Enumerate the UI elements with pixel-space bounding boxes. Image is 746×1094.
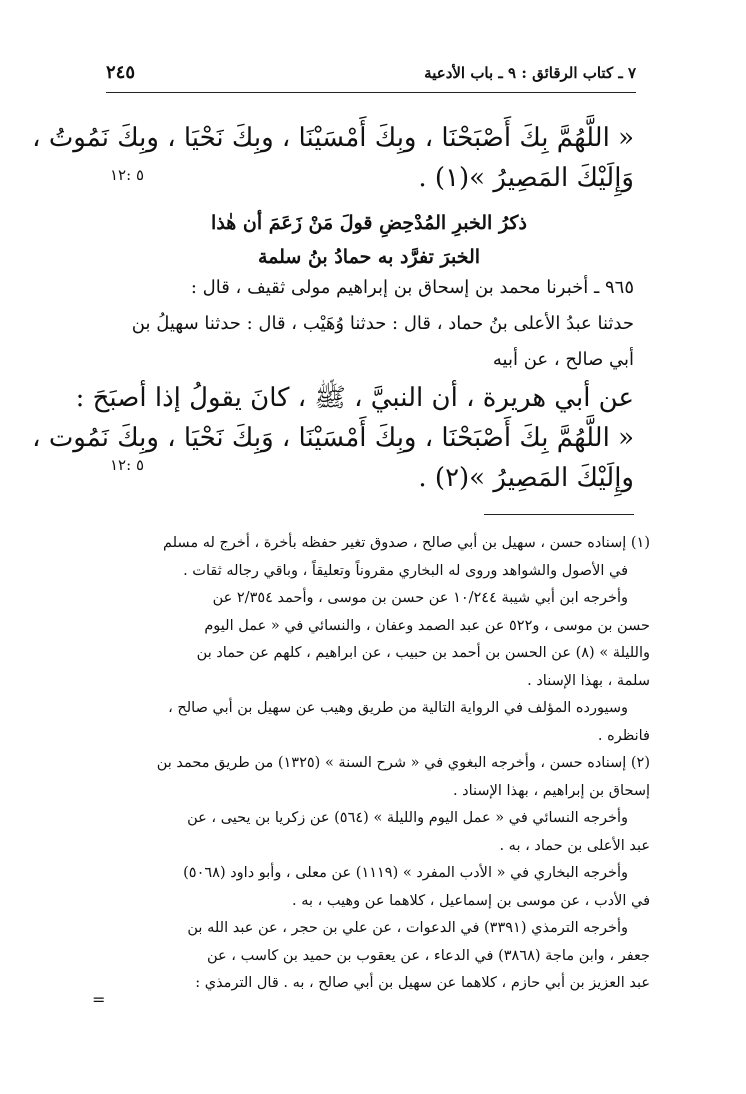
verse-reference: ٥ :١٢ [110, 456, 145, 474]
heading-line: الخبرَ تفرَّد به حمادُ بنُ سلمة [257, 246, 481, 268]
hadith-line: ٩٦٥ ـ أخبرنا محمد بن إسحاق بن إبراهيم مولى ثقيف ، قال : [190, 277, 634, 298]
footnote-line: (١) إسناده حسن ، سهيل بن أبي صالح ، صدوق تغير حفظه بأخرة ، أخرج له مسلم [162, 535, 650, 551]
verse-reference: ٥ :١٢ [110, 166, 145, 184]
quote-line: « اللَّهُمَّ بِكَ أَصْبَحْنَا ، وبِكَ أَمْسَيْنَا ، وَبِكَ نَحْيَا ، وبِكَ نَمُوت ، [32, 423, 634, 453]
continuation-mark: = [92, 990, 106, 1009]
footnote-line: وأخرجه البخاري في « الأدب المفرد » (١١١٩) عن معلى ، وأبو داود (٥٠٦٨) [183, 865, 628, 881]
footnotes [104, 530, 650, 998]
footnote-line: والليلة » (٨) عن الحسن بن أحمد بن حبيب ، عن ابراهيم ، كلهم عن حماد بن [196, 645, 650, 661]
running-title: ٧ ـ كتاب الرقائق : ٩ ـ باب الأدعية [424, 64, 636, 82]
quote-block-1 [32, 118, 634, 198]
quote-line: عن أبي هريرة ، أن النبيَّ ، ﷺ ، كانَ يقولُ إذا أصبَحَ : [75, 383, 634, 413]
quote-line: وإِلَيْكَ المَصِيرُ »(٢) . [418, 463, 634, 493]
footnote-line: وأخرجه ابن أبي شيبة ١٠/٢٤٤ عن حسن بن موسى ، وأحمد ٢/٣٥٤ عن [212, 590, 628, 606]
hadith-isnad [104, 270, 634, 378]
footnote-separator [484, 514, 634, 515]
footnote-line: وسيورده المؤلف في الرواية التالية من طريق وهيب عن سهيل بن أبي صالح ، [168, 700, 628, 716]
heading-line: ذكرُ الخبرِ المُدْحِضِ قولَ مَنْ زَعَمَ أن هٰذا [211, 212, 527, 234]
footnote-line: في الأصول والشواهد وروى له البخاري مقروناً وتعليقاً ، وباقي رجاله ثقات . [183, 562, 628, 579]
footnote-line: سلمة ، بهذا الإسناد . [527, 672, 650, 689]
quote-line: وَإِلَيْكَ المَصِيرُ »(١) . [418, 163, 634, 193]
quote-block-2 [32, 378, 634, 498]
footnote-line: (٢) إسناده حسن ، وأخرجه البغوي في « شرح السنة » (١٣٢٥) من طريق محمد بن [156, 755, 650, 771]
footnote-line: وأخرجه النسائي في « عمل اليوم والليلة » (٥٦٤) عن زكريا بن يحيى ، عن [187, 810, 628, 826]
footnote-line: حسن بن موسى ، و٥٢٢ عن عبد الصمد وعفان ، والنسائي في « عمل اليوم [204, 617, 650, 634]
footnote-line: فانظره . [597, 727, 650, 744]
footnote-line: إسحاق بن إبراهيم ، بهذا الإسناد . [452, 782, 650, 799]
footnote-line: في الأدب ، عن موسى بن إسماعيل ، كلاهما عن وهيب ، به . [292, 892, 650, 909]
page-number: ٢٤٥ [106, 62, 136, 83]
footnote-line: جعفر ، وابن ماجة (٣٨٦٨) في الدعاء ، عن يعقوب بن حميد بن كاسب ، عن [206, 947, 650, 964]
footnote-line: وأخرجه الترمذي (٣٣٩١) في الدعوات ، عن علي بن حجر ، عن عبد الله بن [187, 920, 628, 936]
hadith-line: أبي صالح ، عن أبيه [492, 349, 634, 370]
footnote-line: عبد الأعلى بن حماد ، به . [499, 837, 650, 854]
footnote-line: عبد العزيز بن أبي حازم ، كلاهما عن سهيل بن أبي صالح ، به . قال الترمذي : [195, 975, 650, 991]
section-heading [104, 206, 634, 274]
hadith-line: حدثنا عبدُ الأعلى بنُ حماد ، قال : حدثنا وُهَيْب ، قال : حدثنا سهيلُ بن [131, 313, 634, 334]
quote-line: « اللَّهُمَّ بِكَ أَصْبَحْنَا ، وبِكَ أَمْسَيْنَا ، وبِكَ نَحْيَا ، وبِكَ نَمُوتُ ، [32, 123, 634, 153]
page-header [106, 58, 636, 93]
